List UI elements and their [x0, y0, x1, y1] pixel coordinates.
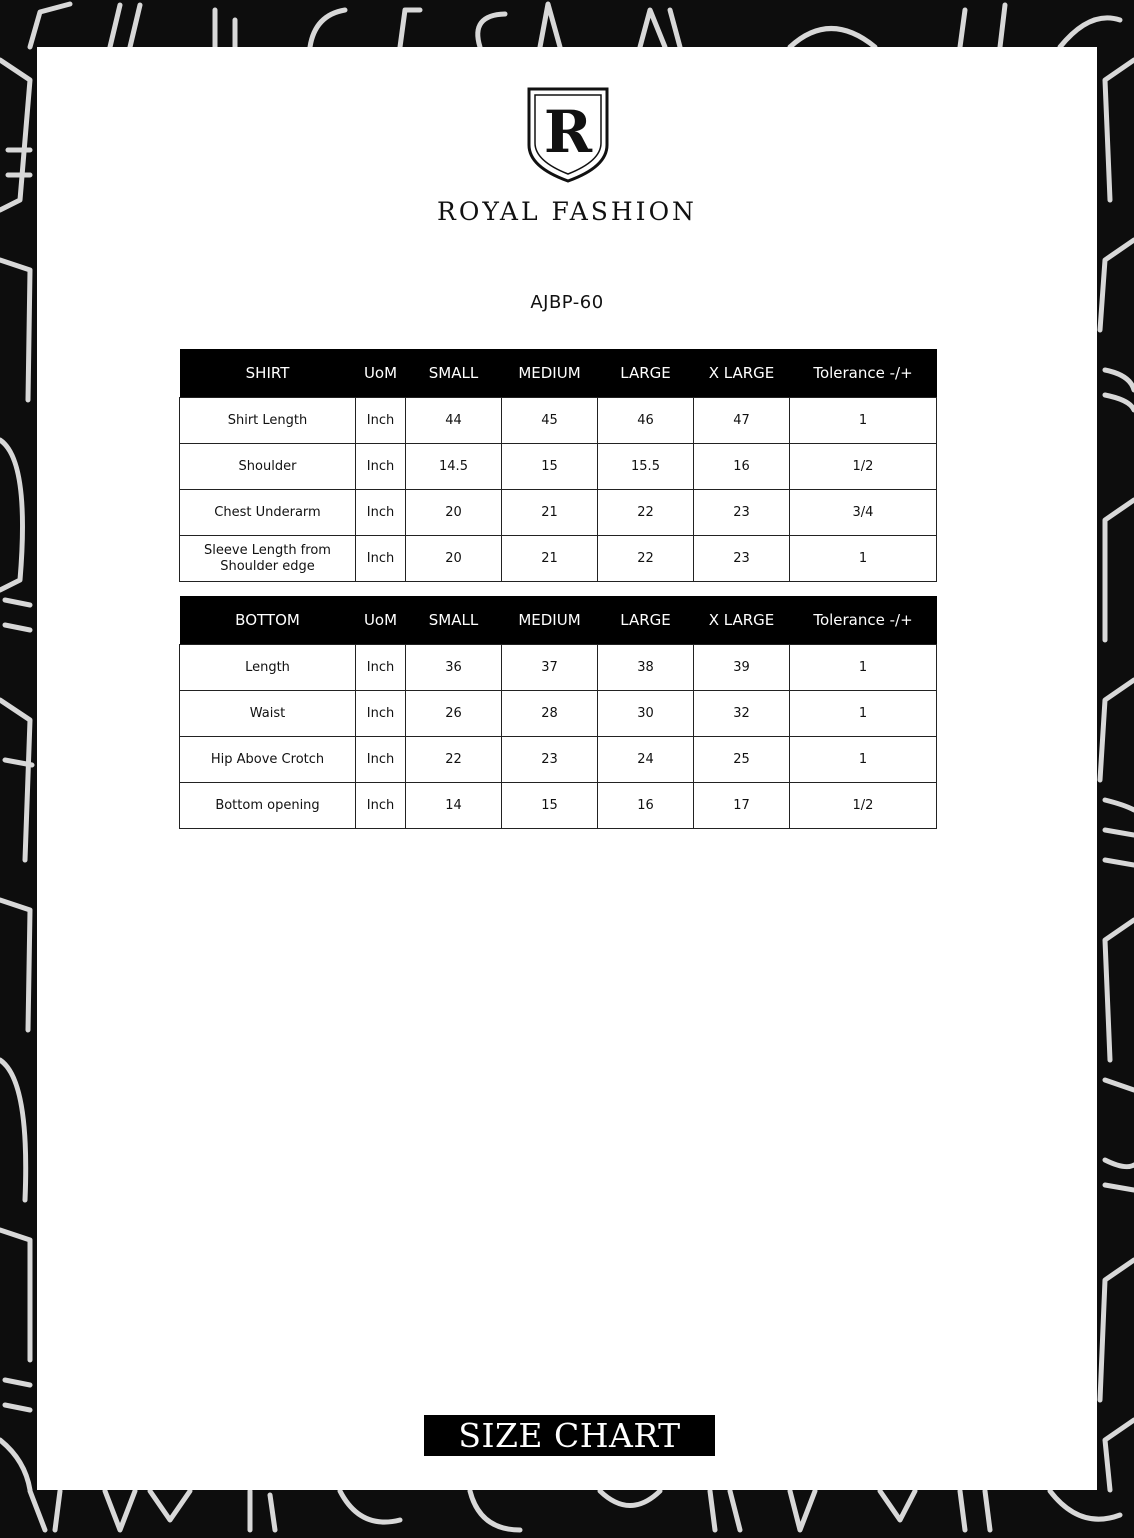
- table-cell: 22: [406, 737, 502, 783]
- table-cell: Inch: [356, 536, 406, 582]
- column-header: Tolerance -/+: [790, 349, 937, 398]
- table-cell: 46: [598, 398, 694, 444]
- column-header: Tolerance -/+: [790, 596, 937, 645]
- table-cell: 15: [502, 444, 598, 490]
- table-cell: 28: [502, 691, 598, 737]
- table-cell: 38: [598, 645, 694, 691]
- table-cell: Inch: [356, 490, 406, 536]
- column-header: SMALL: [406, 349, 502, 398]
- measurement-label: Shoulder: [180, 444, 356, 490]
- column-header: LARGE: [598, 596, 694, 645]
- table-cell: 25: [694, 737, 790, 783]
- table-cell: 32: [694, 691, 790, 737]
- table-cell: Inch: [356, 398, 406, 444]
- table-row: [180, 398, 937, 444]
- table-cell: 1: [790, 645, 937, 691]
- table-row: [180, 536, 937, 582]
- table-header-row: [180, 596, 937, 645]
- table-cell: 14.5: [406, 444, 502, 490]
- table-cell: 1/2: [790, 444, 937, 490]
- table-cell: 3/4: [790, 490, 937, 536]
- table-row: [180, 783, 937, 829]
- table-cell: 23: [694, 490, 790, 536]
- table-cell: 22: [598, 536, 694, 582]
- logo-letter: R: [543, 98, 593, 166]
- table-cell: 47: [694, 398, 790, 444]
- column-header: MEDIUM: [502, 349, 598, 398]
- table-cell: Inch: [356, 645, 406, 691]
- table-cell: 45: [502, 398, 598, 444]
- measurement-label: Length: [180, 645, 356, 691]
- table-cell: Inch: [356, 691, 406, 737]
- column-header: BOTTOM: [180, 596, 356, 645]
- column-header: SMALL: [406, 596, 502, 645]
- table-cell: 15: [502, 783, 598, 829]
- table-row: [180, 691, 937, 737]
- royal-fashion-crest-logo: [525, 85, 611, 185]
- brand-name: ROYAL FASHION: [437, 197, 697, 226]
- table-cell: 39: [694, 645, 790, 691]
- table-cell: 1: [790, 691, 937, 737]
- column-header: X LARGE: [694, 596, 790, 645]
- table-cell: 24: [598, 737, 694, 783]
- table-cell: 1/2: [790, 783, 937, 829]
- column-header: LARGE: [598, 349, 694, 398]
- table-cell: Inch: [356, 783, 406, 829]
- column-header: MEDIUM: [502, 596, 598, 645]
- table-cell: 1: [790, 536, 937, 582]
- measurement-label: Chest Underarm: [180, 490, 356, 536]
- measurement-label: Waist: [180, 691, 356, 737]
- column-header: UoM: [356, 349, 406, 398]
- table-cell: 15.5: [598, 444, 694, 490]
- table-cell: Inch: [356, 444, 406, 490]
- table-cell: 23: [694, 536, 790, 582]
- table-row: [180, 737, 937, 783]
- measurement-label: Sleeve Length from Shoulder edge: [180, 536, 356, 582]
- table-row: [180, 490, 937, 536]
- size-chart-sheet: [37, 47, 1097, 1490]
- table-cell: Inch: [356, 737, 406, 783]
- table-cell: 36: [406, 645, 502, 691]
- table-cell: 22: [598, 490, 694, 536]
- table-cell: 26: [406, 691, 502, 737]
- table-cell: 44: [406, 398, 502, 444]
- table-row: [180, 645, 937, 691]
- table-cell: 16: [598, 783, 694, 829]
- size-chart-banner: SIZE CHART: [424, 1415, 715, 1456]
- table-cell: 21: [502, 490, 598, 536]
- column-header: SHIRT: [180, 349, 356, 398]
- measurement-label: Hip Above Crotch: [180, 737, 356, 783]
- table-cell: 1: [790, 737, 937, 783]
- column-header: UoM: [356, 596, 406, 645]
- measurement-label: Shirt Length: [180, 398, 356, 444]
- table-cell: 1: [790, 398, 937, 444]
- table-row: [180, 444, 937, 490]
- table-cell: 30: [598, 691, 694, 737]
- column-header: X LARGE: [694, 349, 790, 398]
- table-cell: 16: [694, 444, 790, 490]
- bottom-size-table: [179, 596, 937, 829]
- table-cell: 23: [502, 737, 598, 783]
- table-cell: 20: [406, 536, 502, 582]
- table-cell: 17: [694, 783, 790, 829]
- table-header-row: [180, 349, 937, 398]
- table-cell: 37: [502, 645, 598, 691]
- table-cell: 20: [406, 490, 502, 536]
- table-cell: 21: [502, 536, 598, 582]
- table-cell: 14: [406, 783, 502, 829]
- shirt-size-table: [179, 349, 937, 582]
- measurement-label: Bottom opening: [180, 783, 356, 829]
- product-code: AJBP-60: [530, 292, 604, 313]
